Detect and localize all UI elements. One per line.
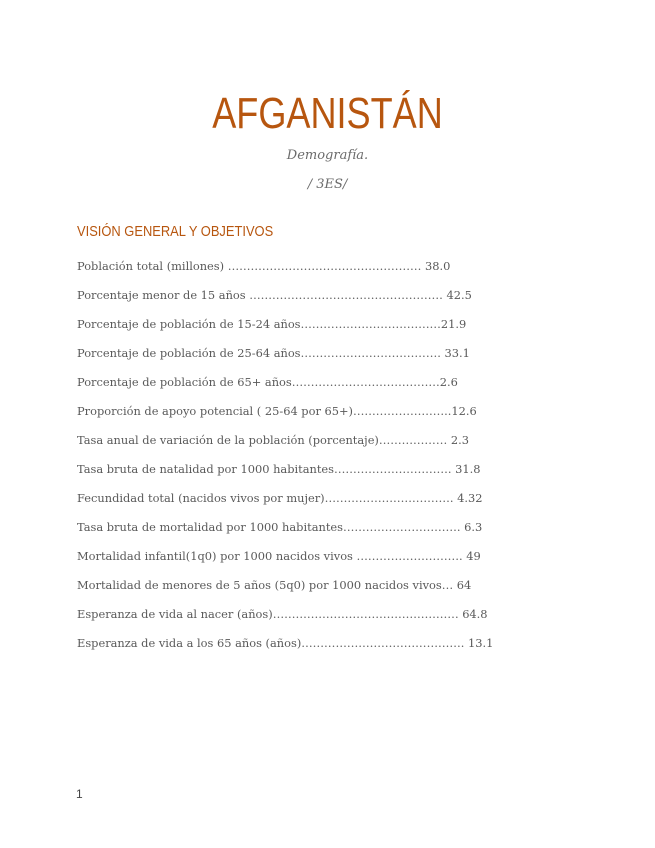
indicator-15-24: Porcentaje de población de 15-24 años…………………………….…21.9 bbox=[77, 317, 467, 331]
indicator-list bbox=[77, 258, 494, 664]
indicator-death-rate: Tasa bruta de mortalidad por 1000 habitantes…………………………. 6.3 bbox=[77, 520, 483, 534]
indicator-under-15: Porcentaje menor de 15 años …………………………………………… 42.5 bbox=[77, 288, 472, 302]
section-heading: VISIÓN GENERAL Y OBJETIVOS bbox=[77, 223, 274, 240]
indicator-under-5-mortality: Mortalidad de menores de 5 años (5q0) por 1000 nacidos vivos… 64 bbox=[77, 578, 472, 592]
indicator-life-expectancy-birth: Esperanza de vida al nacer (años)…………………………………………. 64.8 bbox=[77, 607, 488, 621]
indicator-total-population: Población total (millones) …………………………………………… 38.0 bbox=[77, 259, 451, 273]
indicator-support-ratio: Proporción de apoyo potencial ( 25-64 por 65+)……………………..12.6 bbox=[77, 404, 477, 418]
indicator-25-64: Porcentaje de población de 25-64 años………………………………. 33.1 bbox=[77, 346, 470, 360]
document-title: AFGANISTÁN bbox=[212, 89, 443, 138]
page-number: 1 bbox=[76, 787, 83, 801]
document-code: / 3ES/ bbox=[307, 177, 348, 192]
indicator-65-plus: Porcentaje de población de 65+ años…………………………………2.6 bbox=[77, 375, 458, 389]
indicator-fertility: Fecundidad total (nacidos vivos por mujer)……………………………. 4.32 bbox=[77, 491, 483, 505]
indicator-birth-rate: Tasa bruta de natalidad por 1000 habitantes…………………………. 31.8 bbox=[77, 462, 481, 476]
indicator-life-expectancy-65: Esperanza de vida a los 65 años (años)……………………………………. 13.1 bbox=[77, 636, 494, 650]
document-subtitle: Demografía. bbox=[286, 148, 369, 163]
indicator-infant-mortality: Mortalidad infantil(1q0) por 1000 nacidos vivos ………………………. 49 bbox=[77, 549, 481, 563]
indicator-growth-rate: Tasa anual de variación de la población (porcentaje)……………… 2.3 bbox=[77, 433, 469, 447]
